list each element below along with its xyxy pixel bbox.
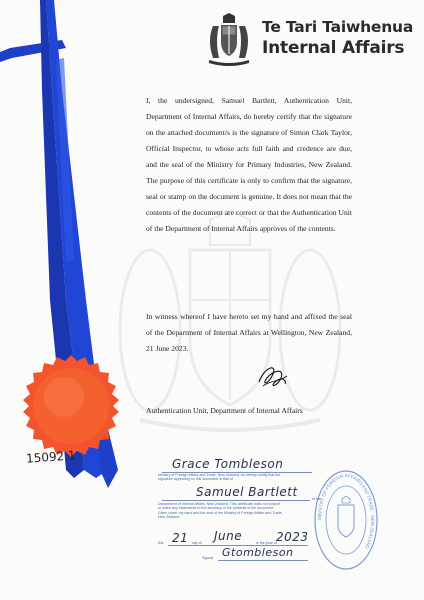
- signature-scribble: [255, 362, 291, 390]
- handwritten-reference-number: 15092.1: [25, 448, 77, 466]
- apostille-text-year: in the year of: [256, 541, 277, 545]
- apostille-name-1: Grace Tombleson: [172, 457, 284, 471]
- org-name: [262, 17, 413, 59]
- authentication-unit-label: Authentication Unit, Department of Internal Affairs: [146, 406, 303, 415]
- apostille-signature: Gtombleson: [222, 546, 294, 559]
- witness-paragraph: In witness whereof I have hereto set my hand and affixed the seal of the Department of Internal Affairs at Wellington, New Zealand, 21 June 2023.: [146, 312, 352, 353]
- apostille-text-6: Given under my hand and the seal of the Ministry of Foreign Affairs and Trade,: [158, 510, 283, 515]
- apostille-text-signed: Signed: [202, 556, 214, 560]
- apostille-text-1: Ministry of Foreign Affairs and Trade, New Zealand, do hereby certify that the: [158, 473, 281, 477]
- stamp-text: MINISTRY OF FOREIGN AFFAIRS AND TRADE · NEW ZEALAND: [316, 472, 376, 550]
- apostille-year: 2023: [276, 530, 309, 544]
- apostille-month: June: [214, 529, 243, 543]
- apostille-text-dayof: day of: [192, 541, 202, 545]
- apostille-text-4: Department of Internal Affairs, New Zealand. This certificate does not purport: [158, 502, 281, 506]
- org-name-maori: Te Tari Taiwhenua: [262, 18, 414, 36]
- apostille-text-2: signature appearing on this document is that of: [158, 477, 233, 482]
- apostille-name-2: Samuel Bartlett: [196, 485, 298, 499]
- apostille-text-5: or make any statements to the accuracy of the contents of the document.: [158, 506, 275, 511]
- apostille-text: [158, 473, 280, 482]
- apostille-text-of: of the: [312, 497, 321, 501]
- coat-of-arms-icon: [201, 12, 257, 68]
- apostille-line: [218, 560, 308, 561]
- red-seal: [18, 353, 124, 459]
- apostille-day: 21: [172, 531, 189, 545]
- ministry-stamp: [313, 469, 379, 571]
- apostille-line: [162, 500, 310, 501]
- apostille-text-this: this: [158, 541, 164, 545]
- org-name-english: Internal Affairs: [262, 38, 405, 58]
- apostille-text-7: New Zealand.: [158, 515, 181, 520]
- svg-text:MINISTRY OF FOREIGN AFFAIRS AN: [317, 473, 375, 550]
- apostille-text-block: [158, 502, 283, 520]
- certification-paragraph: I, the undersigned, Samuel Bartlett, Authentication Unit, Department of Internal Affairs, do hereby certify that the signature on the attached document/s is the signature of Simon Clark Taylor, Official Inspector, to whose acts full faith and credence are due, and the seal of the Ministry for Primary Industries, New Zealand. The purpose of this certificate is only to confirm that the signature, seal or stamp on the document is genuine. It does not mean that the contents of the document are correct or that the Authentication Unit of the Department of Internal Affairs approves of the contents.: [146, 96, 352, 233]
